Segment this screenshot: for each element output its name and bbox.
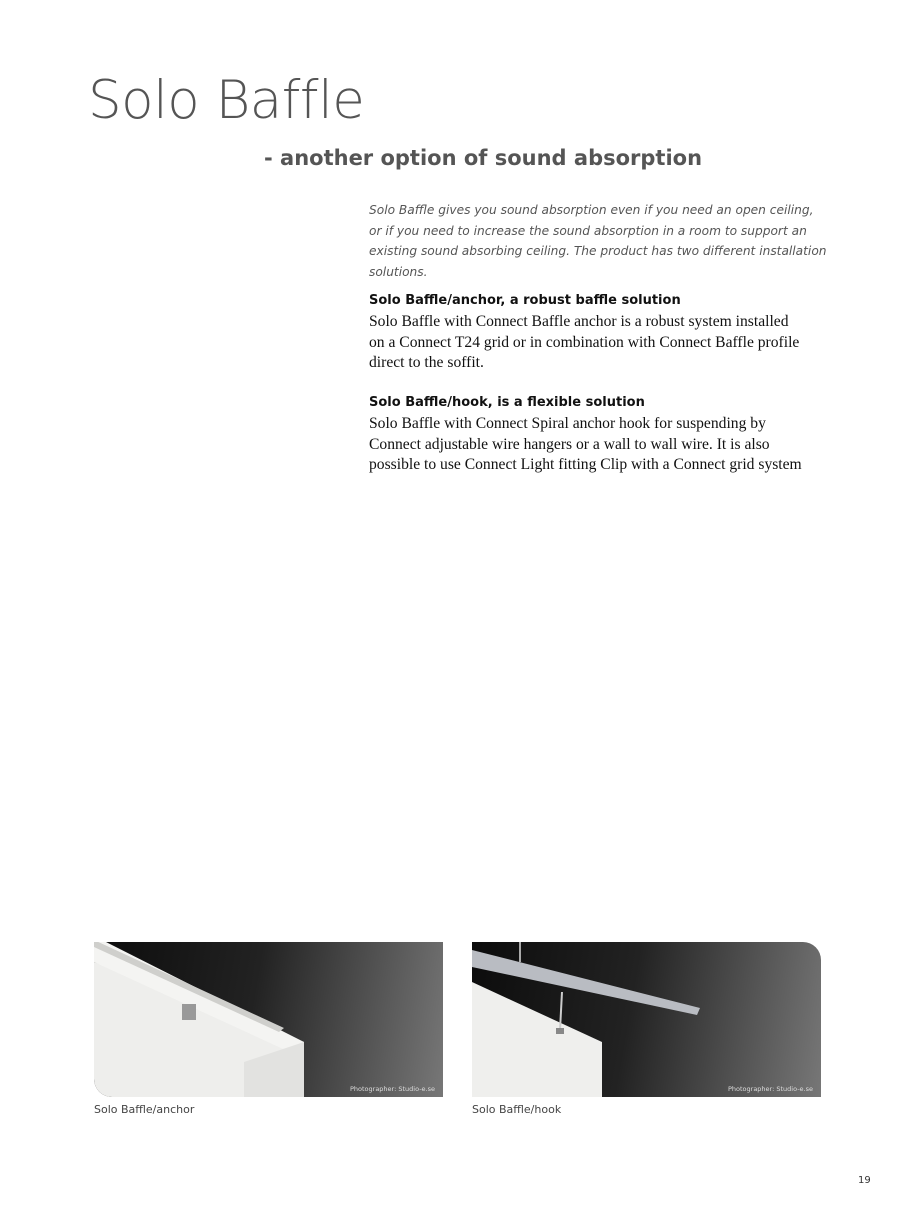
photo-credit: Photographer: Studio-e.se bbox=[349, 1085, 435, 1093]
body-line: Connect adjustable wire hangers or a wall to wall wire. It is also bbox=[369, 435, 770, 453]
section-heading-hook: Solo Baffle/hook, is a flexible solution bbox=[369, 395, 645, 410]
baffle-hook-illustration bbox=[472, 942, 821, 1097]
photo-baffle-hook bbox=[472, 942, 821, 1097]
page-number: 19 bbox=[858, 1175, 871, 1186]
baffle-anchor-illustration bbox=[94, 942, 443, 1097]
body-line: Solo Baffle with Connect Baffle anchor is a robust system installed bbox=[369, 313, 789, 330]
section-body-anchor bbox=[369, 312, 799, 374]
photo-caption: Solo Baffle/hook bbox=[472, 1103, 562, 1116]
body-line: direct to the soffit. bbox=[369, 354, 484, 371]
photo-credit: Photographer: Studio-e.se bbox=[727, 1085, 813, 1093]
intro-line: Solo Baffle gives you sound absorption even if you need an open ceiling, bbox=[369, 203, 814, 217]
intro-line: or if you need to increase the sound absorption in a room to support an bbox=[369, 223, 807, 238]
section-body-hook bbox=[369, 414, 802, 476]
section-heading-anchor: Solo Baffle/anchor, a robust baffle solution bbox=[369, 293, 681, 308]
intro-paragraph bbox=[369, 200, 827, 282]
body-line: Solo Baffle with Connect Spiral anchor hook for suspending by bbox=[369, 415, 766, 432]
body-line: possible to use Connect Light fitting Clip with a Connect grid system bbox=[369, 456, 802, 473]
page-title: Solo Baffle bbox=[88, 70, 365, 131]
page-subtitle: - another option of sound absorption bbox=[264, 146, 703, 170]
intro-line: solutions. bbox=[369, 264, 428, 279]
body-line: on a Connect T24 grid or in combination with Connect Baffle profile bbox=[369, 333, 800, 351]
intro-line: existing sound absorbing ceiling. The product has two different installation bbox=[369, 244, 827, 258]
photo-caption: Solo Baffle/anchor bbox=[94, 1103, 195, 1116]
photo-baffle-anchor bbox=[94, 942, 443, 1097]
